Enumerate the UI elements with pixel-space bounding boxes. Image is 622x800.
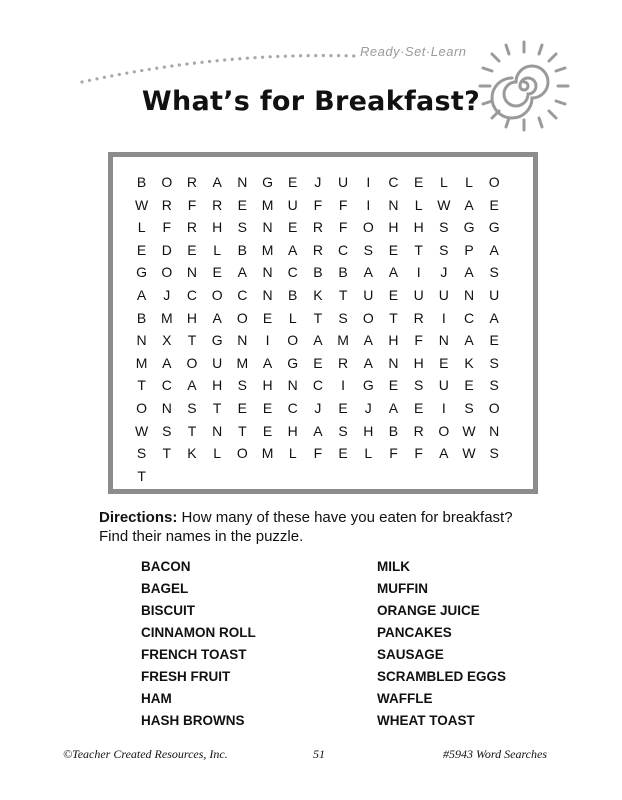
puzzle-letter: R [413, 309, 424, 326]
puzzle-letter: U [438, 286, 449, 303]
puzzle-letter: J [314, 174, 322, 190]
puzzle-letter: N [388, 196, 399, 213]
puzzle-letter: S [162, 422, 172, 439]
puzzle-letter: K [464, 354, 474, 371]
puzzle-letter: A [464, 264, 474, 281]
puzzle-letter: T [414, 241, 423, 258]
puzzle-letter: H [363, 422, 374, 439]
puzzle-letter: S [489, 377, 499, 394]
puzzle-letter: E [262, 309, 273, 326]
puzzle-letter: R [186, 174, 198, 190]
puzzle-letter: G [136, 264, 148, 281]
puzzle-letter: S [413, 377, 424, 394]
puzzle-letter: W [437, 196, 451, 213]
puzzle-letter: R [312, 241, 323, 258]
puzzle-letter: I [366, 196, 371, 213]
footer-publisher: ©Teacher Created Resources, Inc. [63, 747, 228, 761]
puzzle-letter: H [212, 219, 223, 236]
word-list-item: HAM [141, 691, 172, 706]
puzzle-letter: B [338, 264, 348, 281]
puzzle-letter: O [236, 445, 248, 462]
puzzle-letter: H [287, 422, 298, 439]
puzzle-letter: X [162, 332, 172, 349]
puzzle-letter: S [237, 219, 248, 236]
puzzle-letter: E [288, 174, 298, 190]
puzzle-letter: R [338, 354, 349, 371]
puzzle-letter: P [464, 241, 474, 258]
puzzle-letter: O [488, 174, 500, 190]
puzzle-letter: F [414, 445, 423, 462]
puzzle-letter: O [161, 174, 173, 190]
puzzle-letter: R [161, 196, 172, 213]
puzzle-letter: M [236, 354, 249, 371]
puzzle-letter: F [313, 445, 323, 462]
puzzle-letter: G [488, 219, 500, 236]
puzzle-letter: A [489, 309, 499, 326]
puzzle-letter: A [439, 445, 449, 462]
puzzle-letter: E [413, 174, 424, 190]
puzzle-letter: C [287, 399, 298, 416]
puzzle-letter: N [388, 354, 399, 371]
puzzle-letter: B [288, 286, 298, 303]
puzzle-letter: O [362, 219, 374, 236]
puzzle-letter: N [262, 219, 273, 236]
puzzle-letter: D [161, 241, 172, 258]
puzzle-letter: O [362, 309, 374, 326]
word-list-left [141, 556, 256, 732]
word-list-item: WHEAT TOAST [377, 713, 475, 728]
puzzle-letter: L [213, 241, 222, 258]
word-list-item: SAUSAGE [377, 647, 444, 662]
puzzle-letter: T [162, 445, 172, 462]
puzzle-letter: E [288, 219, 298, 236]
puzzle-letter: F [338, 219, 348, 236]
word-list-item: MILK [377, 559, 410, 574]
puzzle-letter: S [338, 309, 348, 326]
puzzle-letter: B [237, 241, 248, 258]
puzzle-letter: N [212, 422, 223, 439]
puzzle-letter: C [463, 309, 475, 326]
puzzle-letter: O [488, 399, 500, 416]
puzzle-letter: U [413, 286, 424, 303]
word-list-item: SCRAMBLED EGGS [377, 669, 507, 684]
puzzle-letter: A [262, 354, 273, 371]
puzzle-letter: H [388, 219, 399, 236]
puzzle-letter: N [262, 286, 273, 303]
puzzle-letter: C [161, 377, 172, 394]
puzzle-letter: R [312, 219, 323, 236]
puzzle-letter: T [187, 422, 197, 439]
puzzle-letter: E [187, 241, 197, 258]
puzzle-letter: H [388, 332, 399, 349]
puzzle-letter: F [187, 196, 197, 213]
puzzle-letter: U [212, 354, 223, 371]
puzzle-letter: J [440, 264, 448, 281]
puzzle-letter: N [287, 377, 298, 394]
puzzle-letter: S [489, 354, 499, 371]
puzzle-letter: O [136, 399, 148, 416]
puzzle-letter: K [313, 286, 323, 303]
puzzle-letter: E [262, 399, 273, 416]
puzzle-letter: I [265, 332, 270, 349]
puzzle-letter: J [314, 399, 322, 416]
puzzle-letter: A [363, 264, 373, 281]
puzzle-letter: L [414, 196, 423, 213]
puzzle-letter: E [136, 241, 147, 258]
puzzle-letter: G [463, 219, 475, 236]
word-list-item: HASH BROWNS [141, 713, 245, 728]
word-list-item: MUFFIN [377, 581, 428, 596]
puzzle-letter: E [388, 241, 399, 258]
puzzle-letter: T [212, 399, 222, 416]
puzzle-letter: J [364, 399, 372, 416]
puzzle-letter: I [416, 264, 421, 281]
puzzle-letter: E [388, 286, 399, 303]
puzzle-letter: E [313, 354, 323, 371]
puzzle-letter: R [212, 196, 223, 213]
puzzle-letter: L [364, 445, 373, 462]
puzzle-letter: N [237, 174, 248, 190]
puzzle-letter: G [262, 174, 273, 190]
puzzle-letter: R [413, 422, 424, 439]
word-list-item: WAFFLE [377, 691, 433, 706]
puzzle-letter: L [288, 309, 297, 326]
directions-label: Directions: [99, 509, 178, 526]
puzzle-letter: C [338, 241, 349, 258]
directions-line-1: How many of these have you eaten for breakfast? [177, 509, 513, 526]
word-list-item: BACON [141, 559, 191, 574]
word-list-item: CINNAMON ROLL [141, 625, 256, 640]
puzzle-letter: T [137, 377, 146, 394]
puzzle-letter: T [313, 309, 323, 326]
puzzle-letter: L [439, 174, 448, 190]
puzzle-letter: F [162, 219, 172, 236]
puzzle-letter: H [212, 377, 223, 394]
brand-logo-text: Ready·Set·Learn [360, 44, 467, 59]
puzzle-letter: U [489, 286, 500, 303]
puzzle-letter: A [162, 354, 172, 371]
puzzle-letter: T [338, 286, 348, 303]
puzzle-letter: O [236, 309, 248, 326]
puzzle-letter: O [186, 354, 198, 371]
puzzle-letter: H [413, 219, 424, 236]
word-search-grid [129, 171, 507, 487]
puzzle-letter: T [389, 309, 398, 326]
puzzle-letter: F [338, 196, 348, 213]
puzzle-letter: E [338, 399, 348, 416]
directions [99, 508, 579, 546]
puzzle-letter: A [313, 422, 323, 439]
puzzle-letter: A [288, 241, 298, 258]
puzzle-letter: M [261, 241, 274, 258]
puzzle-letter: L [465, 174, 473, 190]
puzzle-letter: A [212, 174, 222, 190]
puzzle-letter: B [313, 264, 323, 281]
puzzle-letter: E [489, 332, 499, 349]
puzzle-letter: E [464, 377, 474, 394]
puzzle-letter: A [187, 377, 197, 394]
puzzle-letter: T [137, 467, 146, 484]
puzzle-letter: I [366, 174, 371, 190]
puzzle-letter: F [389, 445, 398, 462]
puzzle-letter: W [134, 196, 149, 213]
puzzle-letter: A [388, 264, 399, 281]
puzzle-letter: I [441, 309, 446, 326]
puzzle-letter: E [489, 196, 499, 213]
puzzle-letter: S [363, 241, 373, 258]
puzzle-letter: L [137, 219, 146, 236]
puzzle-letter: C [388, 174, 399, 190]
puzzle-letter: C [237, 286, 248, 303]
puzzle-letter: I [441, 399, 446, 416]
word-list-item: PANCAKES [377, 625, 452, 640]
puzzle-frame [108, 152, 538, 494]
puzzle-letter: O [287, 332, 299, 349]
puzzle-letter: S [338, 422, 348, 439]
puzzle-letter: O [438, 422, 450, 439]
puzzle-letter: E [212, 264, 222, 281]
puzzle-letter: T [187, 332, 197, 349]
puzzle-letter: U [363, 286, 374, 303]
puzzle-letter: N [463, 286, 475, 303]
word-list-right [377, 556, 506, 732]
puzzle-letter: C [312, 377, 323, 394]
puzzle-letter: N [161, 399, 172, 416]
puzzle-letter: C [287, 264, 298, 281]
puzzle-letter: S [489, 264, 499, 281]
puzzle-letter: T [238, 422, 247, 439]
puzzle-letter: H [186, 309, 198, 326]
puzzle-letter: R [186, 219, 198, 236]
puzzle-letter: N [489, 422, 500, 439]
puzzle-letter: W [462, 445, 476, 462]
word-list-item: ORANGE JUICE [377, 603, 480, 618]
page-title: What’s for Breakfast? [141, 86, 481, 117]
puzzle-letter: S [237, 377, 248, 394]
puzzle-letter: H [413, 354, 424, 371]
puzzle-letter: F [414, 332, 423, 349]
puzzle-letter: E [237, 196, 248, 213]
puzzle-letter: N [186, 264, 198, 281]
word-list-item: BISCUIT [141, 603, 195, 618]
puzzle-letter: G [362, 377, 374, 394]
puzzle-letter: A [212, 309, 222, 326]
puzzle-letter: A [363, 332, 373, 349]
puzzle-letter: N [237, 332, 248, 349]
puzzle-letter: A [388, 399, 399, 416]
puzzle-letter: A [363, 354, 373, 371]
puzzle-letter: B [136, 309, 147, 326]
puzzle-letter: G [287, 354, 299, 371]
puzzle-letter: A [464, 332, 474, 349]
puzzle-letter: A [489, 241, 499, 258]
puzzle-letter: S [136, 445, 147, 462]
puzzle-letter: E [413, 399, 424, 416]
puzzle-letter: L [288, 445, 297, 462]
puzzle-letter: E [338, 445, 348, 462]
footer-page-number: 51 [313, 747, 325, 761]
puzzle-letter: H [262, 377, 273, 394]
puzzle-letter: M [337, 332, 349, 349]
puzzle-letter: E [388, 377, 399, 394]
puzzle-letter: J [163, 286, 171, 303]
puzzle-letter: E [262, 422, 273, 439]
puzzle-letter: N [136, 332, 147, 349]
word-list-item: FRESH FRUIT [141, 669, 231, 684]
puzzle-letter: N [262, 264, 273, 281]
puzzle-letter: I [341, 377, 346, 394]
puzzle-letter: A [313, 332, 323, 349]
puzzle-letter: E [237, 399, 248, 416]
puzzle-letter: M [261, 445, 274, 462]
puzzle-letter: S [439, 241, 449, 258]
puzzle-letter: W [134, 422, 149, 439]
puzzle-letter: G [211, 332, 223, 349]
puzzle-letter: O [161, 264, 173, 281]
directions-line-2: Find their names in the puzzle. [99, 528, 304, 545]
puzzle-letter: U [338, 174, 349, 190]
puzzle-letter: S [464, 399, 474, 416]
puzzle-letter: M [261, 196, 274, 213]
puzzle-letter: C [186, 286, 198, 303]
puzzle-letter: U [287, 196, 298, 213]
word-list-item: BAGEL [141, 581, 189, 596]
puzzle-letter: L [213, 445, 222, 462]
puzzle-letter: M [160, 309, 173, 326]
puzzle-letter: S [439, 219, 449, 236]
puzzle-letter: N [438, 332, 449, 349]
puzzle-letter: B [136, 174, 147, 190]
puzzle-letter: S [489, 445, 499, 462]
puzzle-letter: W [462, 422, 476, 439]
puzzle-letter: K [187, 445, 197, 462]
puzzle-letter: O [211, 286, 223, 303]
puzzle-letter: M [135, 354, 148, 371]
puzzle-letter: A [237, 264, 248, 281]
word-list-item: FRENCH TOAST [141, 647, 247, 662]
puzzle-letter: S [187, 399, 197, 416]
puzzle-letter: E [439, 354, 449, 371]
puzzle-letter: A [136, 286, 147, 303]
puzzle-letter: A [464, 196, 474, 213]
puzzle-letter: B [388, 422, 399, 439]
puzzle-letter: U [438, 377, 449, 394]
puzzle-letter: F [313, 196, 323, 213]
footer-book-title: #5943 Word Searches [443, 747, 547, 761]
